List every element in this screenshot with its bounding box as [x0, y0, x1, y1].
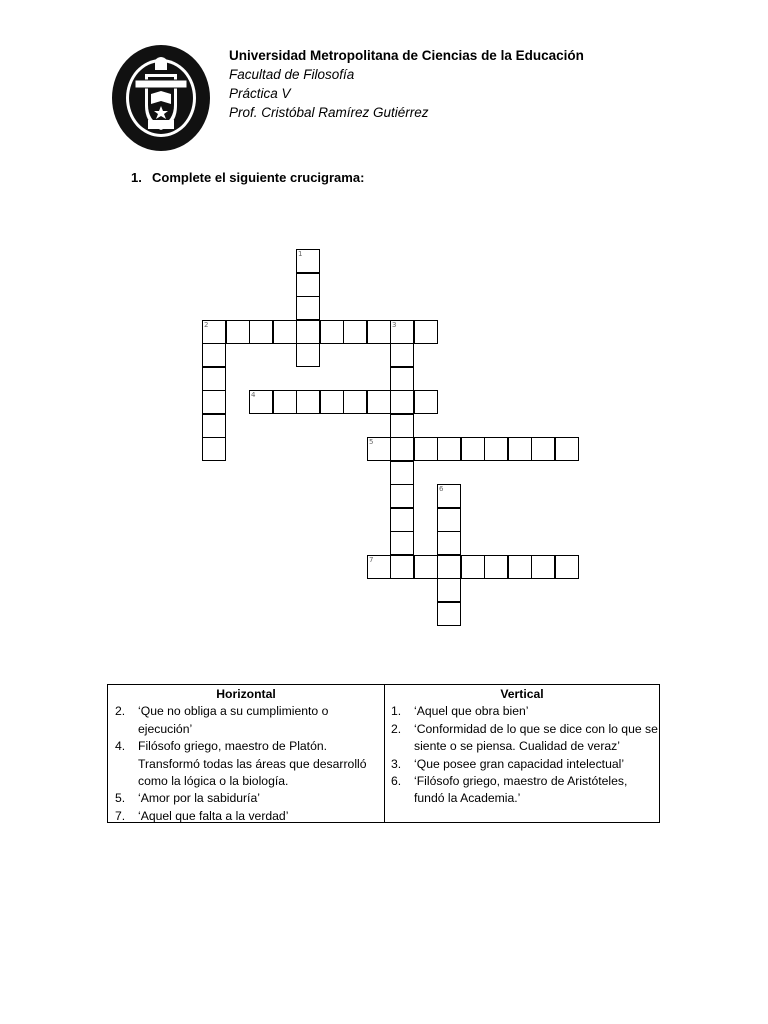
crossword-cell[interactable] [390, 531, 414, 555]
clue-table [107, 684, 660, 823]
crossword-cell[interactable] [367, 390, 391, 414]
crossword-cell[interactable] [320, 320, 344, 344]
crossword-cell[interactable] [249, 390, 273, 414]
crossword-cell[interactable] [437, 531, 461, 555]
clue-h-5: 5. ‘Amor por la sabiduría’ [115, 791, 260, 806]
practice-title: Práctica V [229, 86, 291, 101]
crossword-cell[interactable] [414, 390, 438, 414]
crossword-cell[interactable] [320, 390, 344, 414]
crossword-cell[interactable] [296, 273, 320, 297]
crossword-cell[interactable] [390, 343, 414, 367]
crossword-cell[interactable] [390, 461, 414, 485]
clue-v-1: 1. ‘Aquel que obra bien’ [391, 704, 529, 719]
crossword-cell[interactable] [414, 555, 438, 579]
clue-number: 5 [369, 438, 374, 446]
crossword-cell[interactable] [437, 602, 461, 626]
professor-name: Prof. Cristóbal Ramírez Gutiérrez [229, 105, 429, 120]
crossword-cell[interactable] [202, 414, 226, 438]
crossword-cell[interactable] [202, 437, 226, 461]
crossword-cell[interactable] [437, 508, 461, 532]
instruction [131, 170, 364, 185]
crossword-cell[interactable] [555, 555, 579, 579]
horizontal-clues [108, 685, 385, 822]
clue-number: 2 [204, 321, 209, 329]
university-logo [111, 44, 211, 152]
horizontal-title: Horizontal [216, 687, 276, 701]
crossword-cell[interactable] [414, 437, 438, 461]
instruction-number: 1. [131, 170, 142, 185]
clue-number: 6 [439, 485, 444, 493]
clue-number: 3 [392, 321, 397, 329]
clue-number: 1 [298, 250, 303, 258]
crossword-cell[interactable] [555, 437, 579, 461]
crossword-cell[interactable] [461, 437, 485, 461]
clue-v-2: 2. ‘Conformidad de lo que se dice con lo que se siente o se piensa. Cualidad de veraz’ [391, 721, 658, 754]
vertical-title: Vertical [500, 687, 544, 701]
crossword-cell[interactable] [367, 555, 391, 579]
clue-h-2: 2. ‘Que no obliga a su cumplimiento o ejecución’ [115, 704, 329, 736]
crossword-cell[interactable] [437, 578, 461, 602]
crossword-cell[interactable] [484, 555, 508, 579]
clue-v-6: 6. ‘Filósofo griego, maestro de Aristóteles, fundó la Academia.’ [391, 774, 628, 806]
crossword-cell[interactable] [249, 320, 273, 344]
crossword-cell[interactable] [437, 555, 461, 579]
crossword-cell[interactable] [531, 437, 555, 461]
crossword-cell[interactable] [390, 320, 414, 344]
instruction-text: Complete el siguiente crucigrama: [152, 170, 365, 185]
crossword-cell[interactable] [202, 367, 226, 391]
crossword-cell[interactable] [296, 320, 320, 344]
crossword-cell[interactable] [437, 437, 461, 461]
crossword-cell[interactable] [461, 555, 485, 579]
crossword-cell[interactable] [508, 555, 532, 579]
crossword-cell[interactable] [273, 320, 297, 344]
crossword-cell[interactable] [296, 390, 320, 414]
crossword-cell[interactable] [202, 343, 226, 367]
clue-number: 4 [251, 391, 256, 399]
crossword-cell[interactable] [202, 390, 226, 414]
crossword-cell[interactable] [390, 555, 414, 579]
crossword-cell[interactable] [296, 249, 320, 273]
crossword-cell[interactable] [367, 320, 391, 344]
crossword-cell[interactable] [437, 484, 461, 508]
clue-h-4: 4. Filósofo griego, maestro de Platón. Transformó todas las áreas que desarrolló como la lógica o la biología. [115, 739, 367, 789]
crossword-cell[interactable] [226, 320, 250, 344]
crossword-cell[interactable] [296, 296, 320, 320]
vertical-clues [384, 685, 660, 822]
crossword-cell[interactable] [390, 437, 414, 461]
university-name: Universidad Metropolitana de Ciencias de la Educación [229, 48, 584, 63]
clue-h-7: 7. ‘Aquel que falta a la verdad’ [115, 808, 289, 823]
clue-number: 7 [369, 556, 374, 564]
crossword-cell[interactable] [202, 320, 226, 344]
crossword-cell[interactable] [484, 437, 508, 461]
crossword-cell[interactable] [508, 437, 532, 461]
crossword-cell[interactable] [343, 390, 367, 414]
crossword-cell[interactable] [390, 484, 414, 508]
crossword-cell[interactable] [296, 343, 320, 367]
clue-v-3: 3. ‘Que posee gran capacidad intelectual’ [391, 756, 625, 771]
crossword-cell[interactable] [367, 437, 391, 461]
crossword-cell[interactable] [414, 320, 438, 344]
crossword-cell[interactable] [390, 414, 414, 438]
crossword-cell[interactable] [273, 390, 297, 414]
faculty-name: Facultad de Filosofía [229, 67, 355, 82]
crossword-cell[interactable] [343, 320, 367, 344]
crossword-cell[interactable] [390, 390, 414, 414]
crossword-cell[interactable] [531, 555, 555, 579]
crossword-cell[interactable] [390, 367, 414, 391]
crossword-cell[interactable] [390, 508, 414, 532]
document-header [229, 46, 584, 122]
